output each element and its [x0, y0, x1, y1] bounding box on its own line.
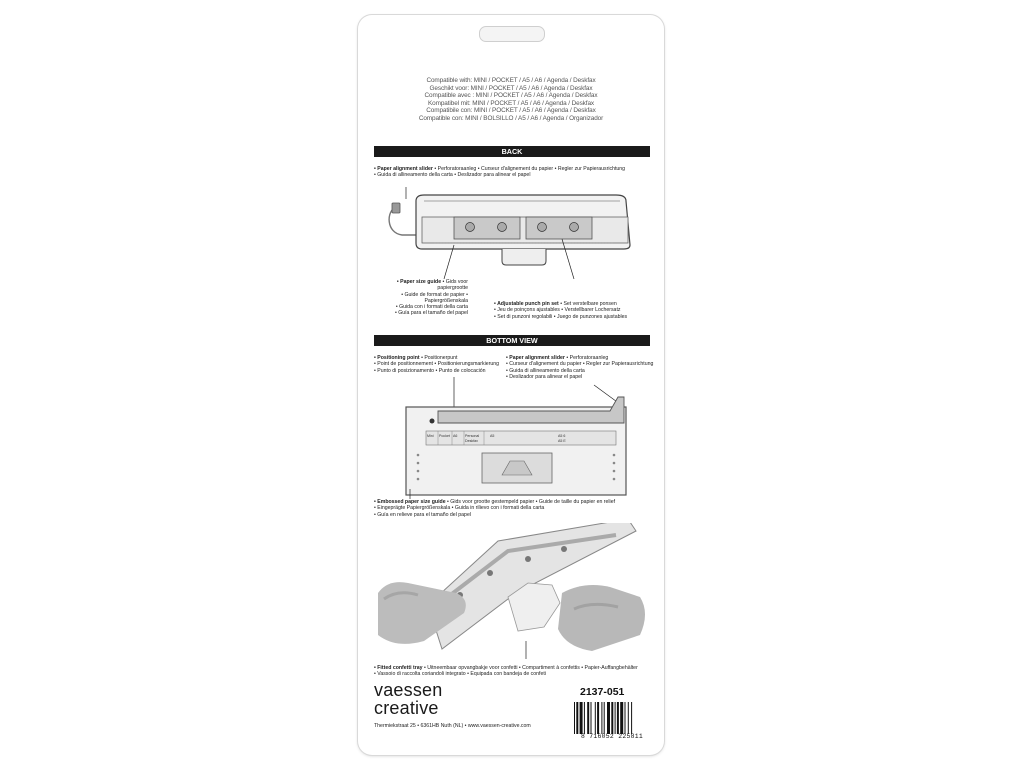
caption-text: • Deslizador para alinear el papel [506, 373, 583, 380]
product-back-card [358, 15, 664, 755]
size-label-pocket: Pocket [439, 434, 450, 438]
back-size-guide-caption [374, 279, 468, 317]
caption-text: • Punto di posizionamento • Punto de colocación [374, 367, 486, 374]
compat-line: Geschikt voor: MINI / POCKET / A5 / A6 / Agenda / Deskfax [429, 84, 593, 92]
size-label-personal: Personal [465, 434, 480, 438]
caption-text: • Point de positionnement • Positionierungsmarkierung [374, 361, 500, 368]
caption-text: • Guida con i formati della carta [395, 304, 468, 311]
hang-hole [479, 26, 545, 42]
caption-title: • Fitted confetti tray [374, 665, 423, 671]
caption-text: • Guía para el tamaño del papel [394, 310, 468, 317]
caption-text: • Uitneembaar opvangbakje voor confetti • Compartiment à confettis • Papier-Auffangbehälter [422, 665, 638, 671]
caption-title: • Positioning point [374, 355, 420, 361]
caption-title: • Embossed paper size guide [374, 499, 446, 505]
caption-text: • Perforatoraanleg [564, 355, 609, 361]
caption-title: • Adjustable punch pin set [494, 301, 559, 307]
caption-text: • Positionerpunt [419, 355, 458, 361]
caption-text: • Gids voor grootte gestempeld papier • Guide de taille du papier en relief [445, 499, 616, 505]
caption-text: • Set verstelbare ponsen [558, 301, 617, 307]
brand-logo-line2: creative [374, 698, 439, 718]
confetti-tray-photo [378, 523, 648, 661]
caption-title: • Paper alignment slider [374, 166, 433, 172]
compat-line: Compatible with: MINI / POCKET / A5 / A6 / Agenda / Deskfax [426, 77, 596, 84]
compatibility-list [358, 77, 664, 123]
section-bar-back: BACK [374, 146, 650, 157]
caption-text: • Set di punzoni regolabili • Juego de punzones ajustables [494, 313, 628, 320]
caption-text: • Guida di allineamento della carta [506, 367, 585, 374]
size-label-a6: A6 [453, 434, 458, 438]
back-punch-caption [494, 301, 654, 320]
compat-line: Compatible avec : MINI / POCKET / A5 / A6 / Agenda / Deskfax [424, 92, 598, 100]
product-code: 2137-051 [580, 686, 625, 698]
positioning-point-caption [374, 355, 504, 374]
size-label-deskfax: Deskfax [465, 439, 478, 443]
caption-title: • Paper alignment slider [506, 355, 565, 361]
caption-text: • Curseur d'alignement du papier • Regler zur Papierausrichtung [506, 361, 654, 368]
caption-text: • Guía en relieve para el tamaño del papel [374, 511, 471, 518]
confetti-tray-caption [374, 665, 656, 678]
brand-logo-line1: vaessen [374, 680, 443, 700]
compat-line: Compatibile con: MINI / POCKET / A5 / A6 / Agenda / Deskfax [426, 107, 596, 115]
compat-line: Compatible con: MINI / BOLSILLO / A5 / A6 / Agenda / Organizador [418, 114, 604, 122]
caption-text: • Gids voor papiergrootte [437, 279, 468, 292]
barcode-number: 8 716052 225811 [580, 733, 644, 740]
section-bar-bottom-view: BOTTOM VIEW [374, 335, 650, 346]
embossed-guide-caption [374, 499, 650, 518]
back-slider-caption [374, 166, 650, 179]
caption-text: • Guide de format de papier • Papiergrößenskala [401, 291, 468, 304]
caption-text: • Vassoio di raccolta coriandoli integrato • Equipada con bandeja de confeti [374, 671, 546, 678]
compat-line: Kompatibel mit: MINI / POCKET / A5 / A6 / Agenda / Deskfax [428, 99, 594, 107]
company-address: Thermiekstraat 25 • 6361HB Nuth (NL) • www.vaessen-creative.com [374, 723, 531, 729]
caption-title: • Paper size guide [396, 279, 442, 285]
barcode-graphic [574, 702, 650, 734]
size-label-mini: Mini [427, 434, 434, 438]
caption-text: • Guida di allineamento della carta • Deslizador para alinear el papel [374, 172, 531, 179]
size-label-a5: A5 [490, 434, 495, 438]
caption-text: • Perforatoraanleg • Curseur d'alignement du papier • Regler zur Papierausrichtung [432, 166, 626, 172]
caption-text: • Jeu de poinçons ajustables • Verstellbarer Lochersatz [494, 307, 621, 314]
size-label-a5-e: A5 E [558, 439, 566, 443]
caption-text: • Eingeprägte Papiergrößenskala • Guida in rilievo con i formati della carta [374, 505, 545, 512]
size-label-a5-6: A5 6 [558, 434, 566, 438]
puncher-back-illustration [384, 187, 644, 279]
puncher-bottom-illustration [398, 377, 638, 499]
